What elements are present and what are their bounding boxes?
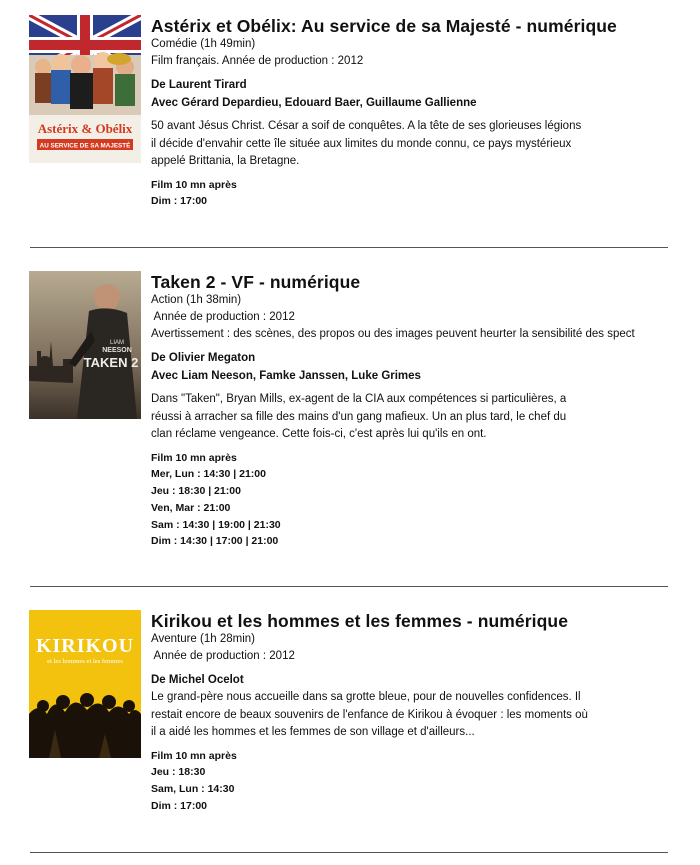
divider	[30, 247, 668, 248]
poster-kirikou-subtitle: et les hommes et les femmes	[47, 658, 123, 665]
schedule-note: Film 10 mn après	[151, 178, 237, 191]
poster-asterix-title: Astérix & Obélix	[37, 121, 133, 136]
poster-taken-2-actor-first: LIAM	[109, 340, 125, 346]
film-title[interactable]: Astérix et Obélix: Au service de sa Majesté - numérique	[151, 16, 617, 36]
showtime-row: Sam, Lun : 14:30	[151, 783, 235, 796]
synopsis-line: 50 avant Jésus Christ. César a soif de conquêtes. A la tête de ses glorieuses légions	[151, 120, 582, 132]
poster-taken-2-actor-last: NEESON	[102, 347, 132, 354]
film-origin-year: Année de production : 2012	[151, 650, 295, 662]
showtime-row: Sam : 14:30 | 19:00 | 21:30	[151, 518, 281, 531]
film-director: De Michel Ocelot	[151, 674, 244, 686]
film-genre-duration: Action (1h 38min)	[151, 294, 242, 306]
film-info-taken-2	[151, 272, 700, 550]
synopsis-line: il décide d'envahir cette île située aux limites du monde connu, ce pays mystérieux	[151, 137, 572, 150]
synopsis-line: appelé Brittania, la Bretagne.	[151, 155, 300, 167]
showtime-row: Dim : 17:00	[151, 195, 208, 208]
film-genre-duration: Comédie (1h 49min)	[151, 38, 256, 50]
synopsis-line: Le grand-père nous accueille dans sa grotte bleue, pour de nouvelles confidences. Il	[151, 691, 581, 703]
schedule-note: Film 10 mn après	[151, 451, 237, 464]
synopsis-line: réussi à arracher sa fille des mains d'un gang mafieux. Un an plus tard, le chef du	[151, 410, 567, 423]
showtime-row: Jeu : 18:30 | 21:00	[151, 485, 241, 498]
synopsis-line: restait encore de beaux souvenirs de l'enfance de Kirikou à évoquer : les moments où	[151, 708, 588, 721]
poster-taken-2-image	[29, 271, 141, 419]
poster-kirikou[interactable]	[29, 610, 141, 758]
poster-asterix-subtitle: AU SERVICE DE SA MAJESTÉ	[39, 142, 131, 150]
film-warning: Avertissement : des scènes, des propos ou des images peuvent heurter la sensibilité des spect	[151, 328, 635, 340]
showtime-row: Dim : 14:30 | 17:00 | 21:00	[151, 535, 279, 548]
poster-taken-2-title: TAKEN 2	[83, 355, 139, 370]
showtime-row: Dim : 17:00	[151, 799, 208, 812]
film-genre-duration: Aventure (1h 28min)	[151, 633, 255, 645]
film-cast: Avec Liam Neeson, Famke Janssen, Luke Grimes	[151, 370, 421, 382]
showtime-row: Jeu : 18:30	[151, 766, 206, 779]
film-synopsis	[151, 118, 651, 171]
film-director: De Laurent Tirard	[151, 79, 247, 91]
synopsis-line: Dans "Taken", Bryan Mills, ex-agent de la CIA aux compétences si particulières, a	[151, 393, 567, 405]
film-cast: Avec Gérard Depardieu, Edouard Baer, Guillaume Gallienne	[151, 97, 477, 109]
film-origin-year: Film français. Année de production : 2012	[151, 55, 364, 67]
showtime-row: Ven, Mar : 21:00	[151, 501, 231, 514]
film-info-kirikou	[151, 611, 700, 815]
synopsis-line: il a aidé les hommes et les femmes de son village et d'ailleurs...	[151, 726, 475, 738]
film-info-asterix	[151, 16, 700, 210]
film-director: De Olivier Megaton	[151, 352, 256, 364]
poster-kirikou-title: KIRIKOU	[35, 635, 135, 657]
film-origin-year: Année de production : 2012	[151, 311, 295, 323]
divider	[30, 852, 668, 853]
showtime-row: Mer, Lun : 14:30 | 21:00	[151, 468, 266, 481]
schedule-note: Film 10 mn après	[151, 749, 237, 762]
film-synopsis	[151, 391, 651, 444]
poster-asterix[interactable]	[29, 15, 141, 163]
film-title[interactable]: Kirikou et les hommes et les femmes - numérique	[151, 611, 569, 631]
synopsis-line: clan réclame vengeance. Cette fois-ci, c'est après lui qu'ils en ont.	[151, 428, 487, 440]
divider	[30, 586, 668, 587]
poster-kirikou-image	[29, 610, 141, 758]
poster-asterix-image	[29, 15, 141, 163]
film-synopsis	[151, 689, 651, 742]
film-title[interactable]: Taken 2 - VF - numérique	[151, 272, 361, 292]
poster-taken-2[interactable]	[29, 271, 141, 419]
